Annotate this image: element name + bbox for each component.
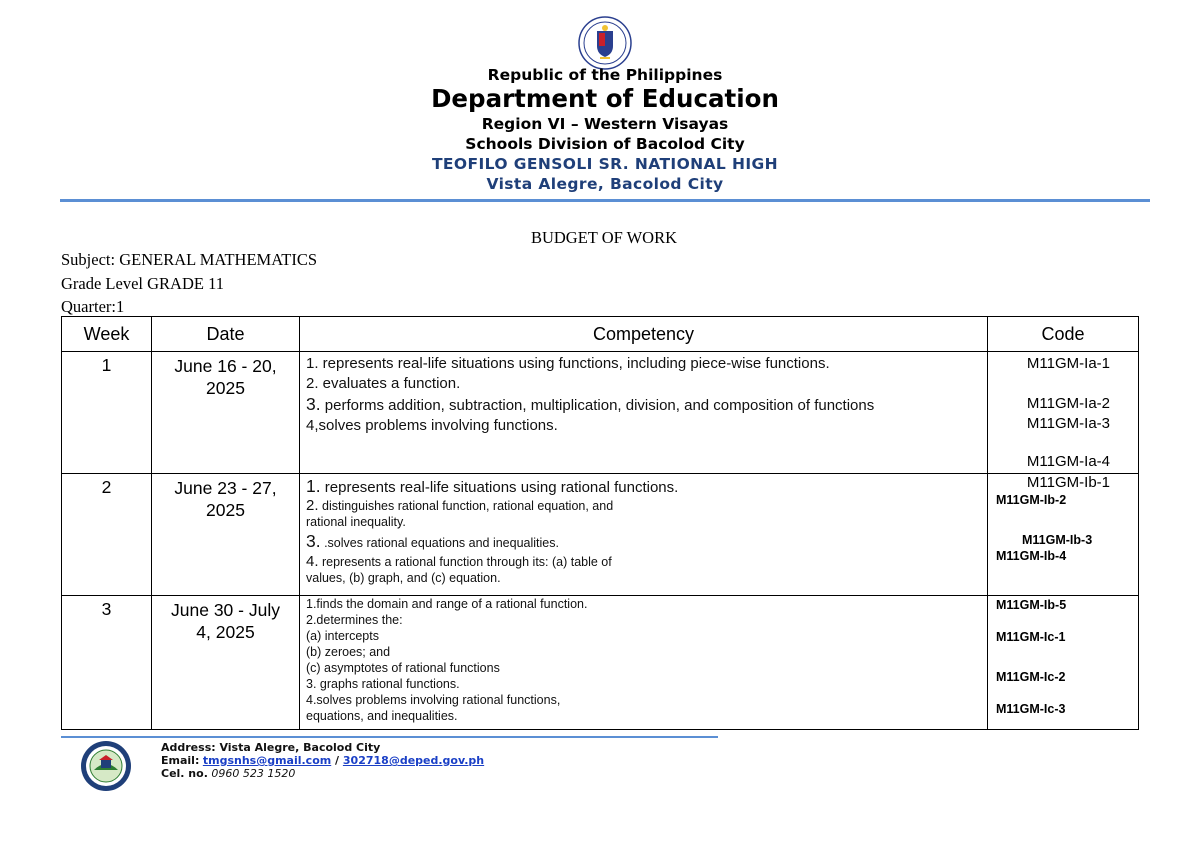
competency-item xyxy=(306,514,981,530)
table-header-row xyxy=(62,317,1139,352)
week-cell: 1 xyxy=(62,352,152,474)
code-cell xyxy=(988,352,1139,474)
date-line: June 23 - 27, xyxy=(174,478,277,498)
competency-item xyxy=(306,498,981,514)
competency-cell xyxy=(300,596,988,730)
column-header-date: Date xyxy=(152,317,300,352)
competency-item xyxy=(306,570,981,586)
competency-text: represents a rational function through its: (a) table of xyxy=(318,555,612,569)
school-seal-logo xyxy=(80,740,132,792)
email-label: Email: xyxy=(161,754,200,767)
competency-text: performs addition, subtraction, multiplication, division, and composition of functions xyxy=(320,397,875,414)
competency-code: M11GM-Ic-3 xyxy=(996,702,1066,716)
competency-code: M11GM-Ia-4 xyxy=(1026,453,1110,470)
column-header-competency: Competency xyxy=(300,317,988,352)
date-line: June 30 - July xyxy=(171,600,280,620)
competency-cell xyxy=(300,474,988,596)
competency-code: M11GM-Ib-3 xyxy=(1022,533,1093,547)
competency-number: 1. xyxy=(306,476,321,496)
competency-number: 2. xyxy=(306,375,319,392)
header-region: Region VI – Western Visayas xyxy=(481,115,729,133)
competency-item: 2.determines the: xyxy=(306,613,403,627)
date-line: 2025 xyxy=(206,500,245,520)
code-cell xyxy=(988,596,1139,730)
footer-phone xyxy=(161,767,295,780)
header-republic: Republic of the Philippines xyxy=(487,66,723,84)
grade-level-line: Grade Level GRADE 11 xyxy=(61,274,224,293)
competency-number: 1. xyxy=(306,355,319,372)
competency-item xyxy=(306,394,981,416)
code-cell xyxy=(988,474,1139,596)
email-separator: / xyxy=(331,754,343,767)
week-cell: 3 xyxy=(62,596,152,730)
competency-code: M11GM-Ib-2 xyxy=(996,493,1067,507)
competency-text: values, (b) graph, and (c) equation. xyxy=(306,571,501,585)
budget-of-work-table xyxy=(61,316,1139,730)
competency-item xyxy=(306,354,981,374)
footer-divider xyxy=(61,736,718,738)
code-spacer xyxy=(994,434,1132,452)
competency-number: 4, xyxy=(306,417,319,434)
address-value: Vista Alegre, Bacolod City xyxy=(215,741,381,754)
competency-item xyxy=(306,476,981,498)
date-line: 2025 xyxy=(206,378,245,398)
competency-text: represents real-life situations using functions, including piece-wise functions. xyxy=(318,355,830,372)
competency-number: 3. xyxy=(306,394,321,414)
header-department: Department of Education xyxy=(431,84,779,113)
quarter-line: Quarter:1 xyxy=(61,297,125,316)
table-row xyxy=(62,352,1139,474)
competency-text: .solves rational equations and inequalities. xyxy=(320,536,559,550)
competency-item: 1.finds the domain and range of a rational function. xyxy=(306,597,588,611)
competency-item: 3. graphs rational functions. xyxy=(306,677,460,691)
competency-code: M11GM-Ib-5 xyxy=(996,598,1067,612)
code-spacer xyxy=(994,374,1132,394)
column-header-code: Code xyxy=(988,317,1139,352)
competency-item xyxy=(306,416,981,436)
deped-seal-logo xyxy=(578,16,632,70)
header-school-location: Vista Alegre, Bacolod City xyxy=(486,175,724,193)
date-line: 4, 2025 xyxy=(196,622,255,642)
competency-code: M11GM-Ic-1 xyxy=(996,630,1066,644)
competency-item: (a) intercepts xyxy=(306,629,379,643)
email-link-deped[interactable]: 302718@deped.gov.ph xyxy=(342,754,485,767)
competency-number: 2. xyxy=(306,497,319,514)
address-label: Address: xyxy=(161,741,216,754)
table-row xyxy=(62,474,1139,596)
competency-item: (b) zeroes; and xyxy=(306,645,391,659)
competency-text: represents real-life situations using rational functions. xyxy=(320,479,679,496)
date-cell xyxy=(152,352,300,474)
competency-text: solves problems involving functions. xyxy=(318,417,558,434)
competency-number: 3. xyxy=(306,531,321,551)
competency-item: 4.solves problems involving rational functions, xyxy=(306,693,561,707)
competency-item xyxy=(306,554,981,570)
competency-text: distinguishes rational function, rational equation, and xyxy=(318,499,614,513)
week-cell: 2 xyxy=(62,474,152,596)
header-school-name: TEOFILO GENSOLI SR. NATIONAL HIGH xyxy=(431,155,779,173)
header-divider xyxy=(60,199,1150,202)
competency-code: M11GM-Ib-4 xyxy=(996,549,1067,563)
header-division: Schools Division of Bacolod City xyxy=(465,135,745,153)
date-line: June 16 - 20, xyxy=(174,356,277,376)
column-header-week: Week xyxy=(62,317,152,352)
phone-value: 0960 523 1520 xyxy=(207,767,296,780)
competency-number: 4. xyxy=(306,553,319,570)
date-cell xyxy=(152,596,300,730)
competency-cell xyxy=(300,352,988,474)
competency-text: rational inequality. xyxy=(306,515,406,529)
phone-label: Cel. no. xyxy=(161,767,208,780)
date-cell xyxy=(152,474,300,596)
competency-code: M11GM-Ia-1 xyxy=(1026,355,1110,372)
table-row xyxy=(62,596,1139,730)
competency-text: evaluates a function. xyxy=(318,375,461,392)
email-link-gmail[interactable]: tmgsnhs@gmail.com xyxy=(202,754,332,767)
competency-item xyxy=(306,530,981,554)
competency-code: M11GM-Ia-3 xyxy=(1026,415,1110,432)
footer-address xyxy=(161,741,380,754)
subject-line: Subject: GENERAL MATHEMATICS xyxy=(61,250,318,269)
footer-email xyxy=(161,754,484,767)
competency-item: equations, and inequalities. xyxy=(306,709,458,723)
document-title: BUDGET OF WORK xyxy=(530,228,678,247)
competency-code: M11GM-Ia-2 xyxy=(1026,395,1110,412)
competency-code: M11GM-Ib-1 xyxy=(1026,474,1110,491)
competency-code: M11GM-Ic-2 xyxy=(996,670,1066,684)
competency-item: (c) asymptotes of rational functions xyxy=(306,661,500,675)
competency-item xyxy=(306,374,981,394)
